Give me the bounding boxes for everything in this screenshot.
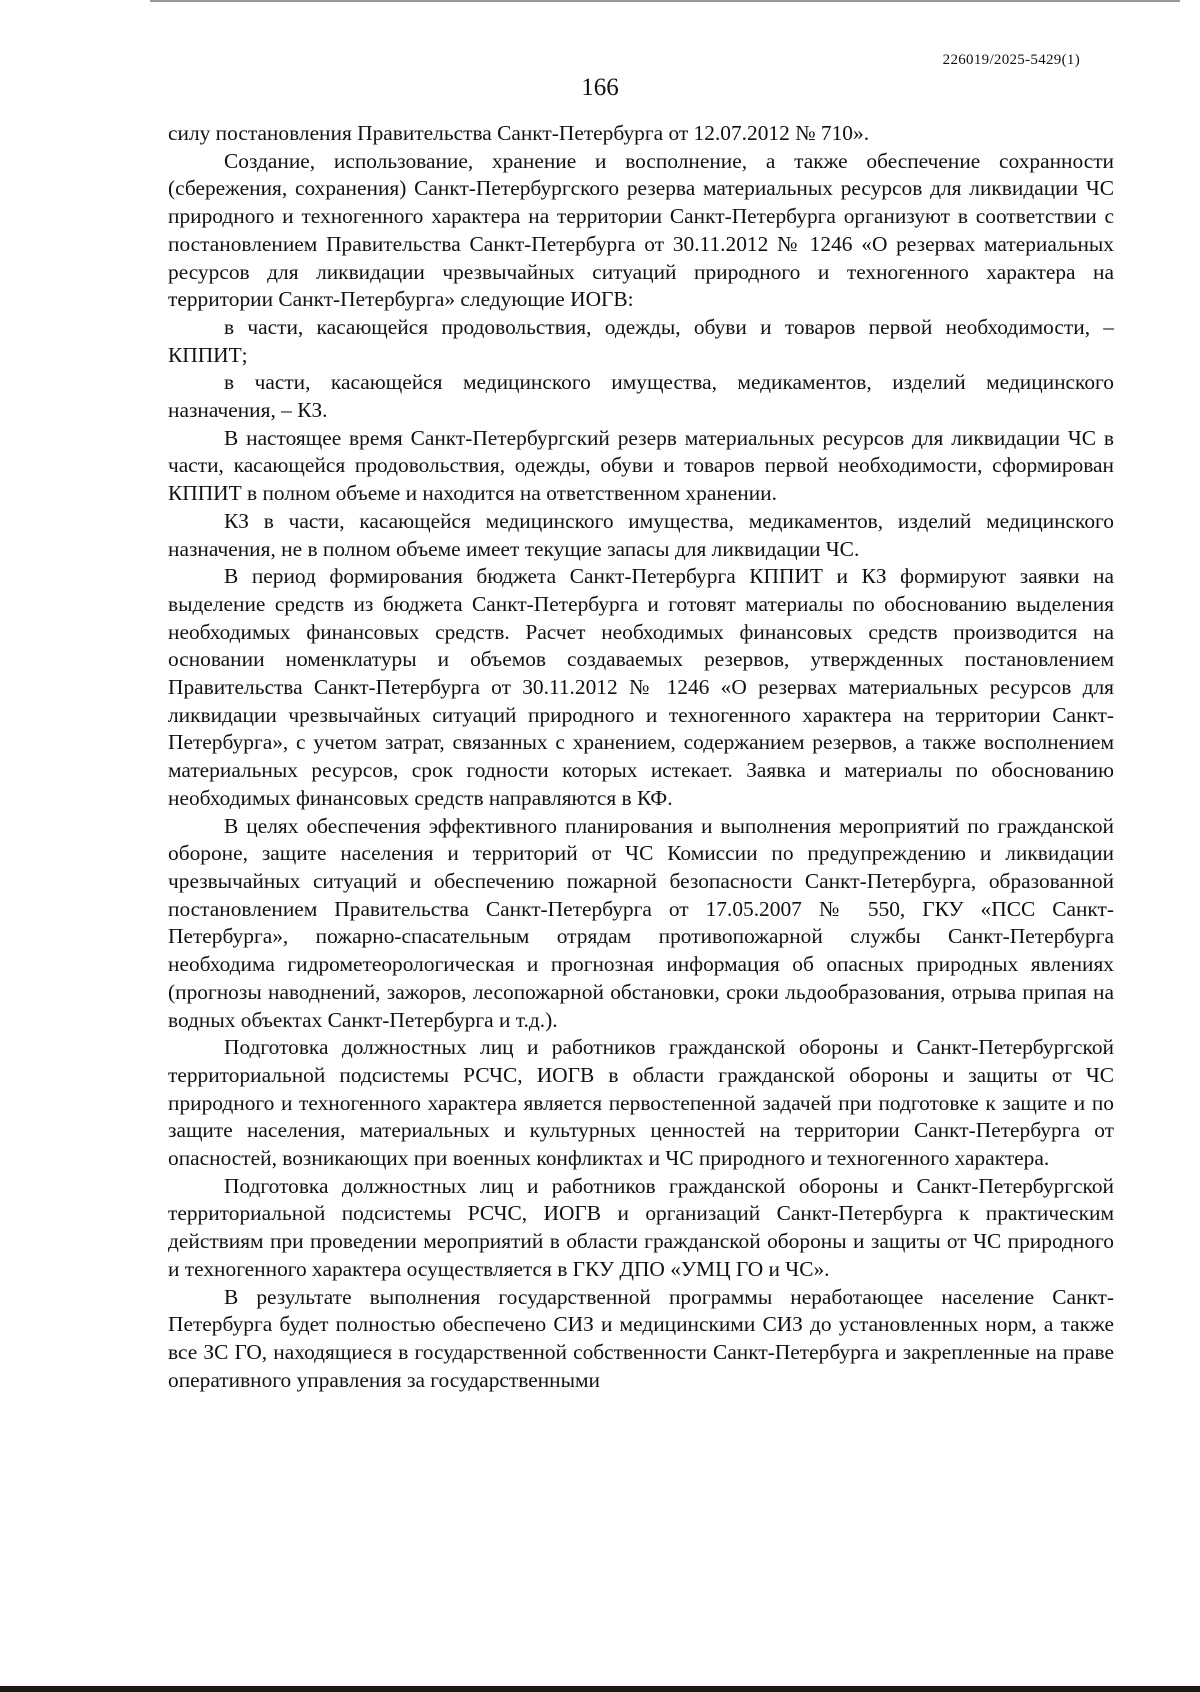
paragraph-reserve-status: В настоящее время Санкт-Петербургский резерв материальных ресурсов для ликвидации ЧС в части, касающейся продовольствия, одежды, обуви и товаров первой необходимости, сформирован КППИТ в полном объеме и находится на ответственном хранении. bbox=[168, 425, 1114, 506]
paragraph-continuation: силу постановления Правительства Санкт-Петербурга от 12.07.2012 № 710». bbox=[168, 121, 870, 145]
scan-bottom-edge bbox=[0, 1686, 1200, 1692]
paragraph-program-results: В результате выполнения государственной программы неработающее население Санкт-Петербурга будет полностью обеспечено СИЗ и медицинскими СИЗ до установленных норм, а также все ЗС ГО, находящиеся в государственной собственности Санкт-Петербурга и закрепленные на праве оперативного управления за государственными bbox=[168, 1284, 1114, 1392]
paragraph-food-clothing: в части, касающейся продовольствия, одежды, обуви и товаров первой необходимости, – КППИТ; bbox=[168, 314, 1114, 367]
paragraph-budget-formation: В период формирования бюджета Санкт-Петербурга КППИТ и КЗ формируют заявки на выделение средств из бюджета Санкт-Петербурга и готовят материалы по обоснованию выделения необходимых финансовых средств. Расчет необходимых финансовых средств производится на основании номенклатуры и объемов создаваемых резервов, утвержденных постановлением Правительства Санкт-Петербурга от 30.11.2012 № 1246 «О резервах материальных ресурсов для ликвидации чрезвычайных ситуаций природного и техногенного характера на территории Санкт-Петербурга», с учетом затрат, связанных с хранением, содержанием резервов, а также восполнением материальных ресурсов, срок годности которых истекает. Заявка и материалы по обоснованию необходимых финансовых средств направляются в КФ. bbox=[168, 564, 1114, 810]
document-body bbox=[168, 120, 1114, 1394]
paragraph-training-priority: Подготовка должностных лиц и работников гражданской обороны и Санкт-Петербургской территориальной подсистемы РСЧС, ИОГВ в области гражданской обороны и защиты от ЧС природного и техногенного характера является первостепенной задачей при подготовке к защите и по защите населения, материальных и культурных ценностей на территории Санкт-Петербурга от опасностей, возникающих при военных конфликтах и ЧС природного и техногенного характера. bbox=[168, 1035, 1114, 1171]
paragraph-kz-stocks: КЗ в части, касающейся медицинского имущества, медикаментов, изделий медицинского назначения, не в полном объеме имеет текущие запасы для ликвидации ЧС. bbox=[168, 508, 1114, 561]
paragraph-medical-property: в части, касающейся медицинского имущества, медикаментов, изделий медицинского назначения, – КЗ. bbox=[168, 370, 1114, 423]
paragraph-training-center: Подготовка должностных лиц и работников гражданской обороны и Санкт-Петербургской территориальной подсистемы РСЧС, ИОГВ и организаций Санкт-Петербурга к практическим действиям при проведении мероприятий в области гражданской обороны и защиты от ЧС природного и техногенного характера осуществляется в ГКУ ДПО «УМЦ ГО и ЧС». bbox=[168, 1173, 1114, 1281]
paragraph-planning-info: В целях обеспечения эффективного планирования и выполнения мероприятий по гражданской обороне, защите населения и территорий от ЧС Комиссии по предупреждению и ликвидации чрезвычайных ситуаций и обеспечению пожарной безопасности Санкт-Петербурга, образованной постановлением Правительства Санкт-Петербурга от 17.05.2007 № 550, ГКУ «ПСС Санкт-Петербурга», пожарно-спасательным отрядам противопожарной службы Санкт-Петербурга необходима гидрометеорологическая и прогнозная информация об опасных природных явлениях (прогнозы наводнений, зажоров, лесопожарной обстановки, сроки льдообразования, отрыва припая на водных объектах Санкт-Петербурга и т.д.). bbox=[168, 813, 1114, 1032]
document-registration-number: 226019/2025-5429(1) bbox=[942, 52, 1080, 68]
page-number: 166 bbox=[581, 74, 619, 101]
scan-top-edge bbox=[150, 0, 1180, 2]
paragraph-reserve-creation: Создание, использование, хранение и восполнение, а также обеспечение сохранности (сбережения, сохранения) Санкт-Петербургского резерва материальных ресурсов для ликвидации ЧС природного и техногенного характера на территории Санкт-Петербурга организуют в соответствии с постановлением Правительства Санкт-Петербурга от 30.11.2012 № 1246 «О резервах материальных ресурсов для ликвидации чрезвычайных ситуаций природного и техногенного характера на территории Санкт-Петербурга» следующие ИОГВ: bbox=[168, 148, 1114, 312]
